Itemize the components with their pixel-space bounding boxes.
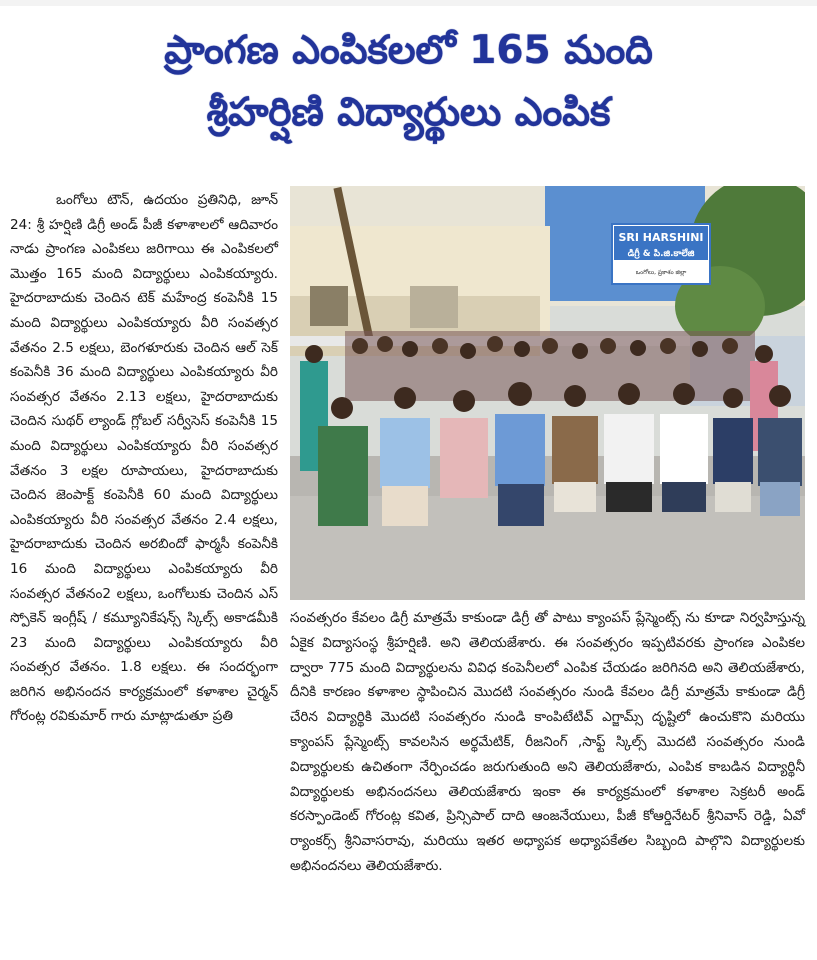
headline-line-2: శ్రీహర్షిణి విద్యార్థులు ఎంపిక [206,90,611,135]
top-rule [0,0,817,6]
article-left-column [10,188,278,729]
article-right-text: సంవత్సరం కేవలం డిగ్రీ మాత్రమే కాకుండా డిగ్రీ తో పాటు క్యాంపస్ ప్లేస్మెంట్స్ ను కూడా నిర్వహిస్తున్న ఏకైక విద్యాసంస్థ శ్రీహర్షిణి. అని తెలియజేశారు. ఈ సంవత్సరం ఇప్పటివరకు ప్రాంగణ ఎంపికల ద్వారా 775 మంది విద్యార్థులను వివిధ కంపెనీలలో ఎంపిక చేయడం జరిగినది అని తెలియజేశారు, దీనికి కారణం కళాశాల స్థాపించిన మొదటి సంవత్సరం నుండి కేవలం డిగ్రీ మాత్రమే కాకుండా డిగ్రీ చేరిన విద్యార్థికి మొదటి సంవత్సరం నుండి కాంపిటేటివ్ ఎగ్జామ్స్ దృష్టిలో ఉంచుకొని మరియు క్యాంపస్ ప్లేస్మెంట్స్ కావలసిన అర్థమేటిక్, రీజనింగ్ ,సాఫ్ట్ స్కిల్స్ మొదటి సంవత్సరం నుండి విద్యార్థులకు ఉచితంగా నేర్పించడం జరుగుతుంది అని తెలియజేశారు, ఎంపిక కాబడిన విద్యార్థినీ విద్యార్థులకు అభినందనలు తెలియజేశారు ఇంకా ఈ కార్యక్రమంలో కళాశాల సెక్రటరీ అండ్ కరస్పాండెంట్ గోరంట్ల కవిత, ప్రిన్సిపాల్ దాది ఆంజనేయులు, పీజీ కోఆర్డినేటర్ శ్రీనివాస్ రెడ్డి, ఏవో ర్యాంకర్స్ శ్రీనివాసరావు, మరియు ఇతర అధ్యాపక అధ్యాపకేతల సిబ్బంది పాల్గొని విద్యార్థులకు అభినందనలు తెలియజేశారు. [290,610,805,874]
headline [10,20,807,144]
article-left-text: ఒంగోలు టౌన్, ఉదయం ప్రతినిధి, జూన్ 24: శ్రీ హర్షిణి డిగ్రీ అండ్ పీజీ కళాశాలలో ఆదివారం నాడు ప్రాంగణ ఎంపికలు జరిగాయి ఈ ఎంపికలలో మొత్తం 165 మంది విద్యార్థులు ఎంపికయ్యారు. హైదరాబాదుకు చెందిన టెక్ మహేంద్ర కంపెనీకి 15 మంది విద్యార్థులు ఎంపికయ్యారు వీరి సంవత్సర వేతనం 2.5 లక్షలు, బెంగళూరుకు చెందిన ఆల్ సెక్ కంపెనీకి 36 మంది విద్యార్థులు ఎంపికయ్యారు వీరి సంవత్సర వేతనం 2.13 లక్షలు, హైదరాబాదుకు చెందిన సుథర్ ల్యాండ్ గ్లోబల్ సర్వీసెస్ కంపెనీకి 15 మంది విద్యార్థులు ఎంపికయ్యారు వీరి సంవత్సర వేతనం 3 లక్షల రూపాయలు, హైదరాబాదుకు చెందిన జెంపాక్ట్ కంపెనీకి 60 మంది విద్యార్థులు ఎంపికయ్యారు వీరి సంవత్సర వేతనం 2.4 లక్షలు, హైదరాబాదుకు చెందిన అరబిందో ఫార్మసీ కంపెనీకి 16 మంది విద్యార్థులు ఎంపికయ్యారు వీరి సంవత్సర వేతనం2 లక్షలు, ఒంగోలుకు చెందిన ఎస్ స్పోకెన్ ఇంగ్లీష్ / కమ్యూనికేషన్స్ స్కిల్స్ అకాడమీకి 23 మంది విద్యార్థులు ఎంపికయ్యారు వీరి సంవత్సర వేతనం. 1.8 లక్షలు. ఈ సందర్భంగా జరిగిన అభినందన కార్యక్రమంలో కళాశాల చైర్మన్ గోరంట్ల రవికుమార్ గారు మాట్లాడుతూ ప్రతి [10,192,278,725]
headline-line-1: ప్రాంగణ ఎంపికలలో 165 మంది [164,28,653,73]
sign-line-3: ఒంగోలు, ప్రకాశం జిల్లా [635,269,687,276]
sign-line-2: డిగ్రీ & పి.జి.కాలేజి [627,249,695,259]
article-right-column [290,606,805,879]
sign-line-1: SRI HARSHINI [618,231,704,244]
group-photo [290,186,805,600]
college-sign [612,224,710,284]
